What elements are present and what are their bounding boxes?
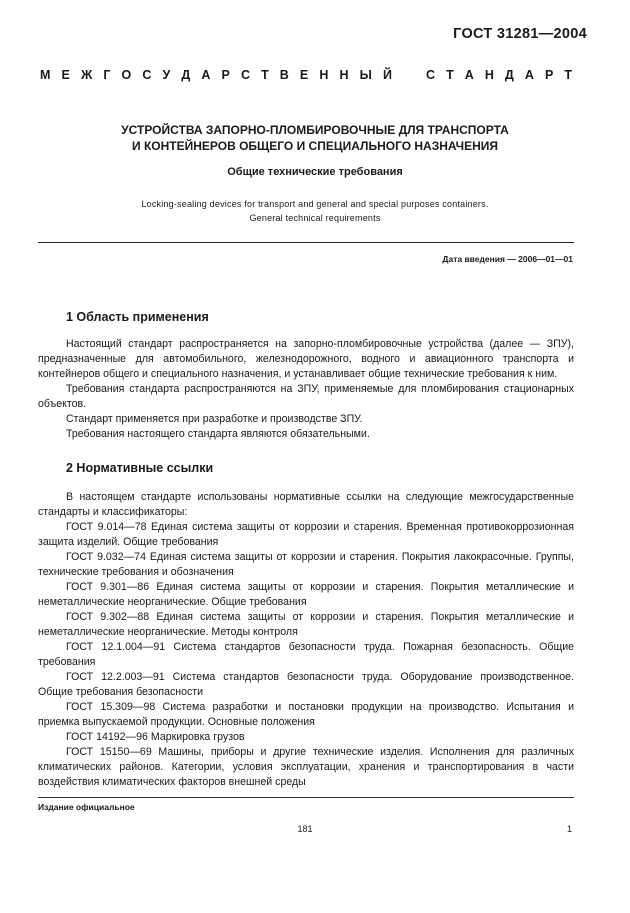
reference-item: ГОСТ 9.032—74 Единая система защиты от коррозии и старения. Покрытия лакокрасочные. Группы, технические требования и обозначения (38, 551, 574, 578)
header-divider (38, 242, 574, 243)
banner-letter: С (142, 68, 152, 82)
reference-item: ГОСТ 12.1.004—91 Система стандартов безопасности труда. Пожарная безопасность. Общие требования (38, 641, 574, 668)
document-title (0, 122, 630, 154)
banner-letter: А (464, 68, 474, 82)
page-number-right: 1 (566, 824, 572, 834)
document-subtitle: Общие технические требования (227, 166, 403, 178)
title-line-1: УСТРОЙСТВА ЗАПОРНО-ПЛОМБИРОВОЧНЫЕ ДЛЯ ТРАНСПОРТА (121, 123, 509, 137)
banner-letter: Г (103, 68, 111, 82)
banner-letter: Т (564, 68, 572, 82)
banner-letter: Р (221, 68, 230, 82)
footer-divider (38, 797, 574, 798)
banner-letter: Т (446, 68, 454, 82)
banner-letter: Е (299, 68, 309, 82)
banner-letter: С (426, 68, 436, 82)
banner-letter: Д (504, 68, 514, 82)
banner-letter: В (279, 68, 289, 82)
section-1-heading: 1 Область применения (66, 310, 209, 324)
section-2-intro: В настоящем стандарте использованы нормативные ссылки на следующие межгосударственные стандарты и классификаторы: (38, 491, 574, 518)
banner-letter: У (162, 68, 171, 82)
title-line-2: И КОНТЕЙНЕРОВ ОБЩЕГО И СПЕЦИАЛЬНОГО НАЗНАЧЕНИЯ (131, 139, 499, 153)
reference-item: ГОСТ 9.302—88 Единая система защиты от коррозии и старения. Покрытия металлические и неметаллические неорганические. Методы контроля (38, 611, 574, 638)
banner-letter: Н (319, 68, 329, 82)
reference-item: ГОСТ 12.2.003—91 Система стандартов безопасности труда. Оборудование производственное. Общие требования безопасности (38, 671, 574, 698)
reference-item: ГОСТ 9.014—78 Единая система защиты от коррозии и старения. Временная противокоррозионная защита изделий. Общие требования (38, 521, 574, 548)
section-1-paragraph: Требования стандарта распространяются на ЗПУ, применяемые для пломбирования стационарных объектов. (38, 383, 574, 410)
english-title-line-1: Locking-sealing devices for transport and general and special purposes containers. (141, 199, 489, 209)
english-title (0, 197, 630, 225)
section-1-paragraph: Требования настоящего стандарта являются обязательными. (66, 428, 370, 440)
banner-letter: А (524, 68, 534, 82)
banner-letter: Т (261, 68, 269, 82)
official-edition-label: Издание официальное (38, 802, 135, 812)
section-1-body (38, 337, 574, 442)
reference-item: ГОСТ 15150—69 Машины, приборы и другие технические изделия. Исполнения для различных климатических районов. Категории, условия эксплуатации, хранения и транспортирования в части воздействия климатических факторов внешней среды (38, 746, 574, 788)
reference-item: ГОСТ 15.309—98 Система разработки и постановки продукции на производство. Испытания и приемка выпускаемой продукции. Основные положения (38, 701, 574, 728)
banner-letter: А (201, 68, 211, 82)
introduction-date: Дата введения — 2006—01—01 (442, 254, 573, 264)
banner-letter: С (240, 68, 250, 82)
banner-letter: Н (339, 68, 349, 82)
section-2-heading: 2 Нормативные ссылки (66, 461, 214, 475)
section-1-paragraph: Настоящий стандарт распространяется на запорно-пломбировочные устройства (далее — ЗПУ), предназначенные для автомобильного, железнодорожного, водного и авиационного транспорта и контейнеров общего и специального назначения, и устанавливает общие технические требования к ним. (38, 338, 574, 380)
banner-letter: Д (181, 68, 191, 82)
banner-letter: Ы (359, 68, 372, 82)
reference-item: ГОСТ 9.301—86 Единая система защиты от коррозии и старения. Покрытия металлические и неметаллические неорганические. Общие требования (38, 581, 574, 608)
banner-word-interstate (40, 68, 392, 82)
banner-letter: Р (544, 68, 554, 82)
banner-letter: Ж (80, 68, 93, 82)
banner-word-standard (426, 68, 572, 82)
document-number: ГОСТ 31281—2004 (453, 26, 587, 42)
section-1-paragraph: Стандарт применяется при разработке и производстве ЗПУ. (66, 413, 363, 425)
section-2-body (38, 490, 574, 790)
banner-letter: О (121, 68, 132, 82)
banner-letter: Е (61, 68, 70, 82)
banner-letter: Й (382, 68, 392, 82)
reference-item: ГОСТ 14192—96 Маркировка грузов (66, 731, 245, 743)
english-title-line-2: General technical requirements (249, 213, 381, 223)
page-number-center: 181 (297, 824, 313, 834)
banner-letter: Н (484, 68, 494, 82)
standard-banner (40, 68, 572, 82)
banner-letter: М (40, 68, 51, 82)
